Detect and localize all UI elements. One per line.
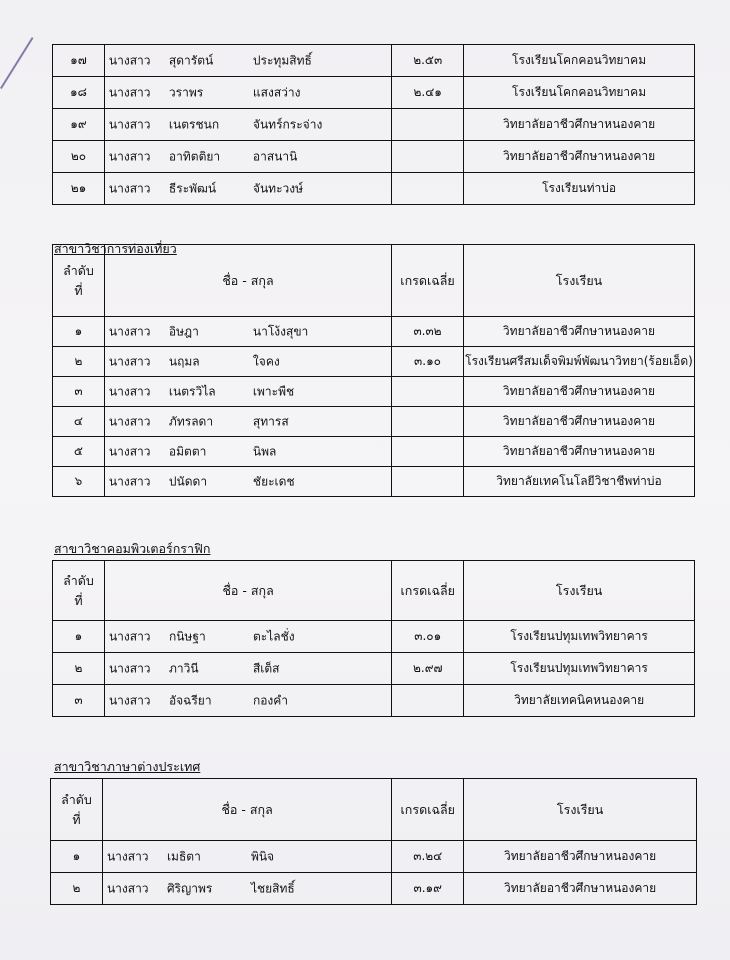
full-name-cell [104, 173, 391, 205]
header-no-text: ลำดับ ที่ [63, 262, 94, 298]
school-name: วิทยาลัยเทคนิคหนองคาย [464, 685, 695, 717]
full-name-cell [104, 407, 391, 437]
row-number: ๑๙ [53, 109, 105, 141]
name-title: นางสาว [106, 849, 149, 863]
school-name: วิทยาลัยอาชีวศึกษาหนองคาย [464, 437, 695, 467]
grade-average [392, 437, 464, 467]
first-name: ภัทรลดา [168, 414, 214, 428]
header-no [53, 561, 105, 621]
languages-table [50, 778, 697, 905]
grade-average [392, 109, 464, 141]
full-name-cell [104, 347, 391, 377]
page-fold-line [0, 37, 33, 89]
section-title-graphics: สาขาวิชาคอมพิวเตอร์กราฟิก [54, 541, 211, 556]
header-grade: เกรดเฉลี่ย [392, 245, 464, 317]
last-name: ไชยสิทธิ์ [250, 881, 295, 895]
grade-average [392, 377, 464, 407]
last-name: แสงสว่าง [252, 85, 301, 99]
grade-average [392, 173, 464, 205]
name-title: นางสาว [108, 444, 151, 458]
school-name: โรงเรียนศรีสมเด็จพิมพ์พัฒนาวิทยา(ร้อยเอ็ด) [464, 347, 695, 377]
header-no [53, 245, 105, 317]
name-title: นางสาว [108, 414, 151, 428]
school-name: โรงเรียนโคกคอนวิทยาคม [464, 77, 695, 109]
graphics-table [52, 560, 695, 717]
row-number: ๒๑ [53, 173, 105, 205]
row-number: ๑๘ [53, 77, 105, 109]
first-name: เมธิตา [166, 849, 201, 863]
name-title: นางสาว [108, 474, 151, 488]
row-number: ๑ [53, 621, 105, 653]
first-name: นฤมล [168, 354, 200, 368]
grade-average: ๓.๐๑ [392, 621, 464, 653]
row-number: ๕ [53, 437, 105, 467]
header-name: ชื่อ - สกุล [104, 561, 391, 621]
first-name: กนิษฐา [168, 629, 206, 643]
first-name: ธีระพัฒน์ [168, 181, 217, 195]
full-name-cell [104, 621, 391, 653]
table-row [53, 621, 695, 653]
full-name-cell [102, 873, 391, 905]
school-name: วิทยาลัยอาชีวศึกษาหนองคาย [464, 317, 695, 347]
school-name: วิทยาลัยอาชีวศึกษาหนองคาย [464, 141, 695, 173]
first-name: อัจฉรียา [168, 693, 212, 707]
last-name: สุทารส [252, 414, 289, 428]
table-row [53, 437, 695, 467]
first-name: เนตรวิไล [168, 384, 216, 398]
row-number: ๑ [53, 317, 105, 347]
full-name-cell [102, 841, 391, 873]
last-name: อาสนานิ [252, 149, 298, 163]
last-name: กองคำ [252, 693, 289, 707]
row-number: ๑๗ [53, 45, 105, 77]
table-row [53, 77, 695, 109]
table-row [53, 407, 695, 437]
row-number: ๑ [51, 841, 103, 873]
row-number: ๓ [53, 685, 105, 717]
table-row [53, 317, 695, 347]
grade-average: ๓.๑๙ [392, 873, 464, 905]
name-title: นางสาว [108, 53, 151, 67]
last-name: นาโง้งสุขา [252, 324, 309, 338]
school-name: โรงเรียนปทุมเทพวิทยาคาร [464, 621, 695, 653]
table-row [51, 873, 697, 905]
first-name: อาทิตติยา [168, 149, 221, 163]
name-title: นางสาว [108, 85, 151, 99]
last-name: เพาะพืช [252, 384, 295, 398]
name-title: นางสาว [106, 881, 149, 895]
school-name: วิทยาลัยอาชีวศึกษาหนองคาย [464, 109, 695, 141]
name-title: นางสาว [108, 181, 151, 195]
grade-average [392, 141, 464, 173]
school-name: วิทยาลัยอาชีวศึกษาหนองคาย [464, 841, 697, 873]
table-row [53, 347, 695, 377]
header-no-text: ลำดับ ที่ [63, 572, 94, 608]
school-name: วิทยาลัยอาชีวศึกษาหนองคาย [464, 873, 697, 905]
full-name-cell [104, 653, 391, 685]
row-number: ๒ [53, 347, 105, 377]
grade-average [392, 685, 464, 717]
first-name: อิษฎา [168, 324, 199, 338]
table-row [53, 45, 695, 77]
grade-average: ๒.๕๓ [392, 45, 464, 77]
last-name: นิพล [252, 444, 277, 458]
continuation-table [52, 44, 695, 205]
last-name: จันทร์กระจ่าง [252, 117, 323, 131]
row-number: ๖ [53, 467, 105, 497]
table-row [53, 653, 695, 685]
table-row [53, 173, 695, 205]
table-row [53, 109, 695, 141]
full-name-cell [104, 377, 391, 407]
first-name: ภาวินี [168, 661, 199, 675]
first-name: ศิริญาพร [166, 881, 213, 895]
school-name: โรงเรียนโคกคอนวิทยาคม [464, 45, 695, 77]
full-name-cell [104, 45, 391, 77]
header-school: โรงเรียน [464, 245, 695, 317]
grade-average: ๓.๑๐ [392, 347, 464, 377]
header-name: ชื่อ - สกุล [104, 245, 391, 317]
full-name-cell [104, 317, 391, 347]
first-name: เนตรชนก [168, 117, 220, 131]
last-name: ชัยะเดช [252, 474, 295, 488]
last-name: จันทะวงษ์ [252, 181, 304, 195]
section-title-tourism: สาขาวิชาการท่องเที่ยว [54, 241, 177, 256]
grade-average: ๓.๒๔ [392, 841, 464, 873]
last-name: สีเต็ส [252, 661, 280, 675]
header-grade: เกรดเฉลี่ย [392, 779, 464, 841]
last-name: พินิจ [250, 849, 275, 863]
table-row [53, 685, 695, 717]
first-name: วราพร [168, 85, 204, 99]
name-title: นางสาว [108, 117, 151, 131]
name-title: นางสาว [108, 324, 151, 338]
name-title: นางสาว [108, 629, 151, 643]
header-no-text: ลำดับ ที่ [61, 791, 92, 827]
school-name: วิทยาลัยอาชีวศึกษาหนองคาย [464, 407, 695, 437]
grade-average: ๒.๔๑ [392, 77, 464, 109]
row-number: ๒ [51, 873, 103, 905]
first-name: ปนัดดา [168, 474, 208, 488]
section-title-languages: สาขาวิชาภาษาต่างประเทศ [54, 759, 201, 774]
full-name-cell [104, 77, 391, 109]
name-title: นางสาว [108, 693, 151, 707]
table-row [51, 841, 697, 873]
grade-average [392, 467, 464, 497]
school-name: วิทยาลัยอาชีวศึกษาหนองคาย [464, 377, 695, 407]
grade-average: ๓.๓๒ [392, 317, 464, 347]
header-grade: เกรดเฉลี่ย [392, 561, 464, 621]
row-number: ๔ [53, 407, 105, 437]
name-title: นางสาว [108, 661, 151, 675]
full-name-cell [104, 685, 391, 717]
table-row [53, 377, 695, 407]
school-name: โรงเรียนปทุมเทพวิทยาคาร [464, 653, 695, 685]
last-name: ใจคง [252, 354, 280, 368]
table-row [53, 141, 695, 173]
grade-average [392, 407, 464, 437]
grade-average: ๒.๙๗ [392, 653, 464, 685]
school-name: วิทยาลัยเทคโนโลยีวิชาชีพท่าบ่อ [464, 467, 695, 497]
full-name-cell [104, 109, 391, 141]
tourism-table [52, 244, 695, 497]
first-name: สุดารัตน์ [168, 53, 214, 67]
name-title: นางสาว [108, 149, 151, 163]
full-name-cell [104, 467, 391, 497]
name-title: นางสาว [108, 384, 151, 398]
header-name: ชื่อ - สกุล [102, 779, 391, 841]
row-number: ๓ [53, 377, 105, 407]
header-school: โรงเรียน [464, 561, 695, 621]
row-number: ๒๐ [53, 141, 105, 173]
header-no [51, 779, 103, 841]
school-name: โรงเรียนท่าบ่อ [464, 173, 695, 205]
name-title: นางสาว [108, 354, 151, 368]
first-name: อมิตตา [168, 444, 207, 458]
last-name: ประทุมสิทธิ์ [252, 53, 312, 67]
row-number: ๒ [53, 653, 105, 685]
full-name-cell [104, 437, 391, 467]
last-name: ตะไลชั่ง [252, 629, 295, 643]
full-name-cell [104, 141, 391, 173]
table-row [53, 467, 695, 497]
header-school: โรงเรียน [464, 779, 697, 841]
